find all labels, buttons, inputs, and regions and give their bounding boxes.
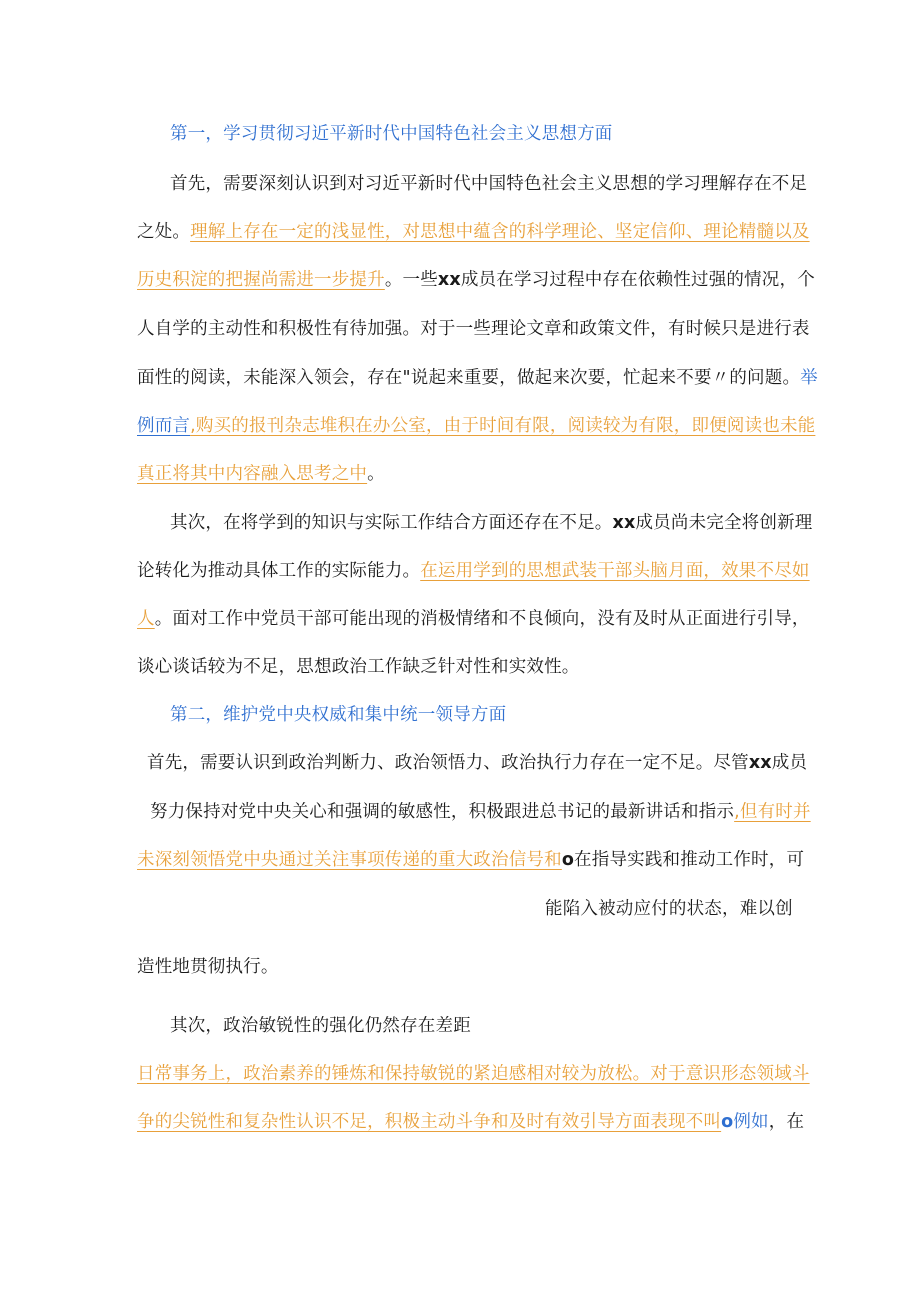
paragraph-line xyxy=(170,511,818,535)
paragraph-line xyxy=(137,366,818,390)
text-run: 之处。 xyxy=(137,222,191,242)
blue-text: 例如 xyxy=(733,1112,769,1132)
highlighted-text: ,购买的报刊杂志堆积在办公室，由于时间有限，阅读较为有限，即便阅读也未能 xyxy=(190,416,816,436)
paragraph-line xyxy=(137,414,816,438)
paragraph-line xyxy=(137,1110,805,1134)
highlighted-text: 理解上存在一定的浅显性，对思想中蕴含的科学理论、坚定信仰、理论精髓以及 xyxy=(190,222,810,242)
highlighted-text: 在运用学到的思想武装干部头脑月面，效果不尽如 xyxy=(420,561,810,581)
paragraph-line xyxy=(137,462,785,486)
highlighted-text: 历史积淀的把握尚需进一步提升 xyxy=(137,270,385,290)
highlighted-text: ,但有时并 xyxy=(734,802,811,822)
blue-text: 例而言 xyxy=(137,416,191,436)
paragraph-line xyxy=(150,800,811,824)
highlighted-text: 日常事务上，政治素养的锤炼和保持敏锐的紧迫感相对较为放松。对于意识形态领域斗 xyxy=(137,1064,810,1084)
paragraph-line xyxy=(137,268,815,292)
paragraph-line: 首先，需要深刻认识到对习近平新时代中国特色社会主义思想的学习理解存在不足 xyxy=(170,174,808,194)
text-run: o xyxy=(721,1112,734,1132)
highlighted-text: 未深刻领悟党中央通过关注事项传递的重大政治信号和 xyxy=(137,850,562,870)
paragraph-line: 其次，政治敏锐性的强化仍然存在差距 xyxy=(170,1016,471,1036)
text-run: 论转化为推动具体工作的实际能力。 xyxy=(137,561,421,581)
highlighted-text: 人 xyxy=(137,609,155,629)
text-run: 。面对工作中党员干部可能出现的消极情绪和不良倾向，没有及时从正面进行引导， xyxy=(154,609,810,629)
text-run: xx xyxy=(748,753,772,773)
paragraph-line xyxy=(137,607,810,631)
text-run: 成员在学习过程中存在依赖性过强的情况，个 xyxy=(460,270,815,290)
blue-text: 举 xyxy=(800,368,818,388)
text-run: 。一些 xyxy=(384,270,438,290)
highlighted-text: 真正将其中内容融入思考之中 xyxy=(137,464,368,484)
paragraph-line: 人自学的主动性和积极性有待加强。对于一些理论文章和政策文件，有时候只是进行表 xyxy=(137,319,810,339)
text-run: 其次，在将学到的知识与实际工作结合方面还存在不足。 xyxy=(170,513,613,533)
section-heading-1: 第一，学习贯彻习近平新时代中国特色社会主义思想方面 xyxy=(170,124,613,144)
text-run: 成员尚未完全将创新理 xyxy=(635,513,813,533)
paragraph-line: 能陷入被动应付的状态，难以创 xyxy=(545,899,793,919)
text-run: o xyxy=(561,850,575,870)
paragraph-line: 谈心谈话较为不足，思想政治工作缺乏针对性和实效性。 xyxy=(137,657,580,677)
paragraph-line xyxy=(137,220,810,244)
paragraph-line xyxy=(137,848,805,872)
text-run: 在指导实践和推动工作时，可 xyxy=(574,850,805,870)
text-run: ，在 xyxy=(768,1112,805,1132)
highlighted-text: 争的尖锐性和复杂性认识不足，积极主动斗争和及时有效引导方面表现不叫 xyxy=(137,1112,722,1132)
section-heading-2: 第二，维护党中央权威和集中统一领导方面 xyxy=(170,705,507,725)
text-run: 成员 xyxy=(771,753,808,773)
paragraph-line: 造性地贯彻执行。 xyxy=(137,957,279,977)
text-run: 首先，需要认识到政治判断力、政治领悟力、政治执行力存在一定不足。尽管 xyxy=(147,753,749,773)
paragraph-line xyxy=(137,1062,810,1086)
paragraph-line xyxy=(137,559,810,583)
paragraph-line xyxy=(147,751,808,775)
text-run: xx xyxy=(612,513,636,533)
text-run: xx xyxy=(437,270,461,290)
text-run: 面性的阅读，未能深入领会，存在"说起来重要，做起来次要，忙起来不要〃的问题。 xyxy=(137,368,801,388)
text-run: 努力保持对党中央关心和强调的敏感性，积极跟进总书记的最新讲话和指示 xyxy=(150,802,735,822)
text-run: 。 xyxy=(367,464,385,484)
